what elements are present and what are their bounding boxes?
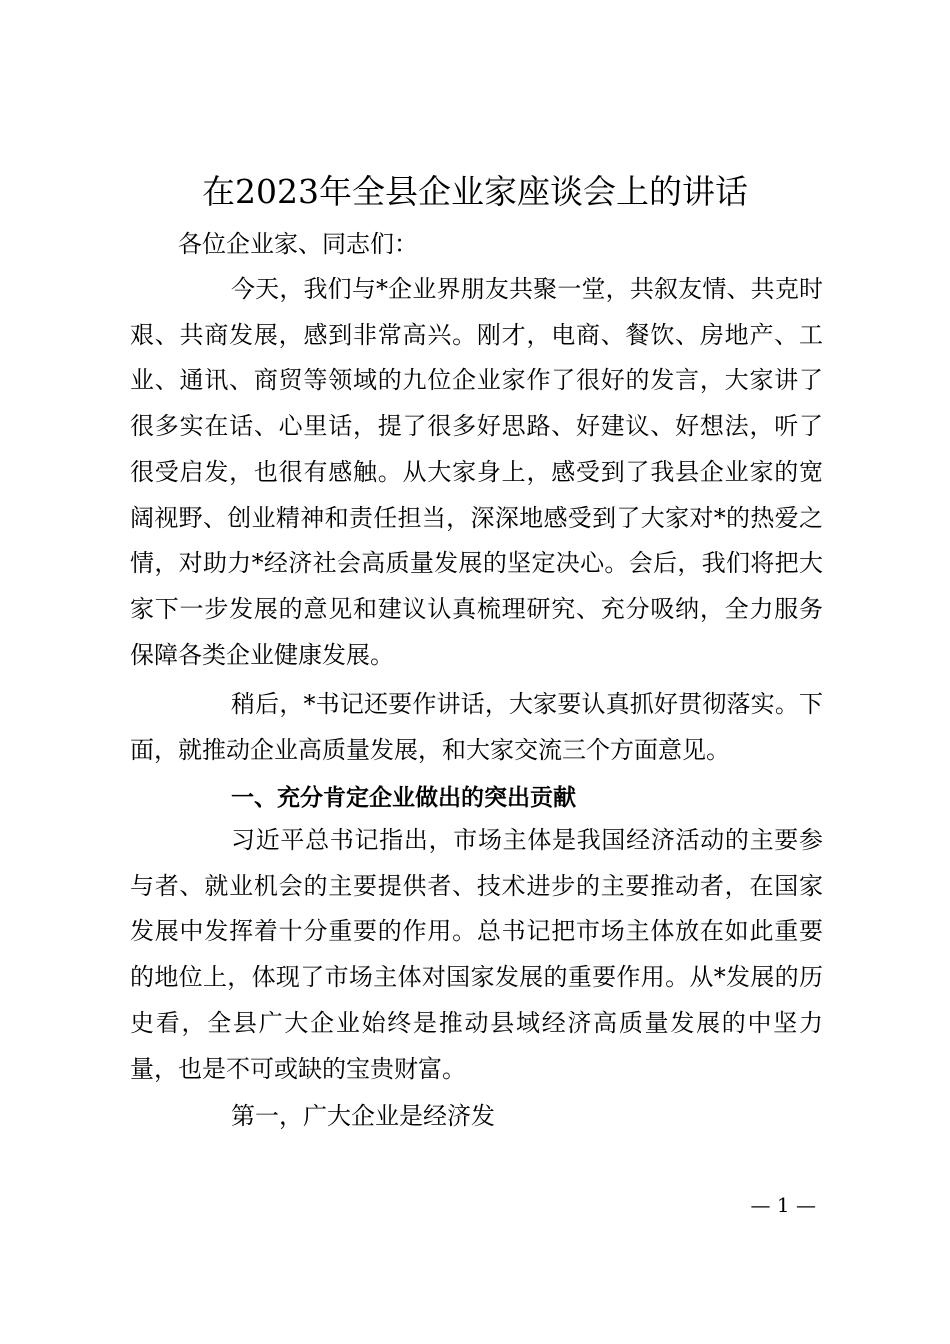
paragraph-first-point: 第一，广大企业是经济发 (231, 1102, 495, 1130)
salutation: 各位企业家、同志们： (178, 230, 418, 258)
document-title: 在2023年全县企业家座谈会上的讲话 (202, 172, 748, 211)
paragraph-quote: 习近平总书记指出，市场主体是我国经济活动的主要参与者、就业机会的主要提供者、技术进步的主要推动者，在国家发展中发挥着十分重要的作用。总书记把市场主体放在如此重要的地位上，体现了市场主体对国家发展的重要作用。从*发展的历史看，全县广大企业始终是推动县域经济高质量发展的中坚力量，也是不可或缺的宝贵财富。 (130, 826, 823, 1083)
paragraph-transition: 稍后，*书记还要作讲话，大家要认真抓好贯彻落实。下面，就推动企业高质量发展，和大家交流三个方面意见。 (130, 690, 823, 764)
paragraph-opening: 今天，我们与*企业界朋友共聚一堂，共叙友情、共克时艰、共商发展，感到非常高兴。刚才，电商、餐饮、房地产、工业、通讯、商贸等领域的九位企业家作了很好的发言，大家讲了很多实在话、心里话，提了很多好思路、好建议、好想法，听了很受启发，也很有感触。从大家身上，感受到了我县企业家的宽阔视野、创业精神和责任担当，深深地感受到了大家对*的热爱之情，对助力*经济社会高质量发展的坚定决心。会后，我们将把大家下一步发展的意见和建议认真梳理研究、充分吸纳，全力服务保障各类企业健康发展。 (130, 275, 823, 669)
page-number: — 1 — (750, 1193, 816, 1217)
section-heading: 一、充分肯定企业做出的突出贡献 (231, 785, 576, 811)
